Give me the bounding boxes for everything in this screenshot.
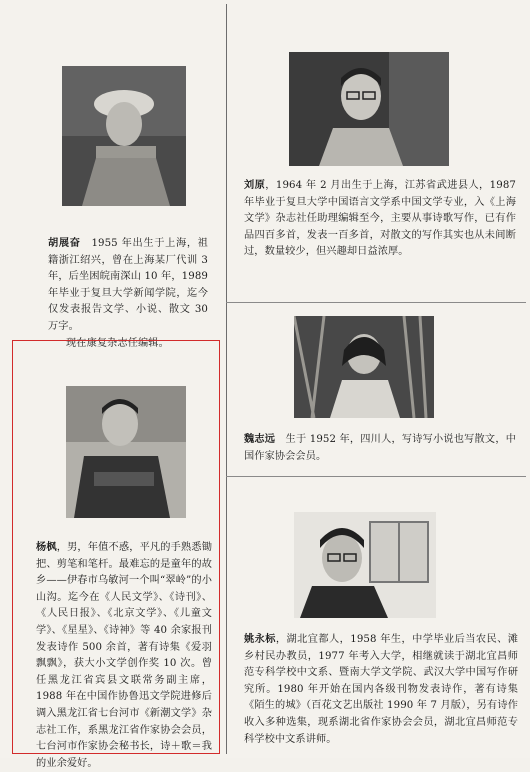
portrait-photo-hu: [62, 66, 186, 206]
bio-yao-yongbiao: [244, 632, 518, 748]
bio-text: ，男，年值不惑，平凡的手熟悉锄把、剪笔和笔杆。最难忘的是童年的故乡——伊春市乌敏河一个叫“翠岭”的小山沟。迄今在《人民文学》、《诗刊》、《人民日报》、《北京文学》、《儿童文学》、《星星》、《诗神》等 40 余家报刊发表诗作 500 余首，著有诗集《爱羽飘飘》，获大小文学创作奖 10 次。曾任黑龙江省宾县文联常务副主席，1988 年在中国作协鲁迅文学院进修后调入黑龙江省七台河市《新潮文学》杂志社工作，系黑龙江省作家协会会员，七台河市作家协会秘书长，诗＋歌＝我的业余爱好。: [36, 542, 213, 769]
bio-text: ，1964 年 2 月出生于上海，江苏省武进县人，1987 年毕业于复旦大学中国语言文学系中国文学专业，入《上海文学》杂志社任助理编辑至今，主要从事诗歌写作，已有作品四百多首，发表一百多首，对散文的写作其实也从未间断过，数量较少，但兴趣却日益浓厚。: [244, 180, 517, 258]
portrait-photo-wei: [294, 316, 434, 418]
divider-right-2: [226, 476, 526, 477]
column-divider: [226, 4, 227, 754]
author-name: 刘原: [244, 180, 266, 191]
portrait-photo-liu: [289, 52, 449, 166]
author-name: 魏志远: [244, 434, 276, 445]
author-name: 姚永标: [244, 634, 276, 645]
bio-text: 生于 1952 年，四川人，写诗写小说也写散文，中国作家协会会员。: [244, 434, 516, 462]
bio-extra: 现在康复杂志任编辑。: [66, 337, 169, 349]
author-name: 胡展奋: [48, 238, 81, 249]
portrait-photo-yao: [294, 512, 436, 618]
bio-text: ，湖北宜都人，1958 年生，中学毕业后当农民、滩乡村民办教员，1977 年考入大学，相继就读于湖北宜昌师范专科学校中文系、暨南大学文学院、武汉大学中国写作研究所。1980 年开始在国内各级刊物发表诗作，著有诗集《陌生的城》（百花文艺出版社 1990 年 7 月版），另有诗作收入多种选集，现系湖北省作家协会会员，湖北宜昌师范专科学校中文系讲师。: [244, 634, 518, 745]
bio-text: 1955 年出生于上海，祖籍浙江绍兴，曾在上海某厂代训 3 年，后坐困皖南深山 10 年，1989 年毕业于复旦大学新闻学院，迄今仅发表报告文学、小说、散文 30 万字。: [48, 238, 208, 332]
bio-wei-zhiyuan: [244, 432, 516, 465]
bio-liu-yuan: [244, 178, 516, 261]
bio-hu-zhanfen: [48, 236, 208, 352]
portrait-photo-yang: [66, 386, 186, 518]
author-name: 杨枫: [36, 542, 57, 553]
divider-right-1: [226, 302, 526, 303]
bio-yang-feng: [36, 540, 212, 772]
